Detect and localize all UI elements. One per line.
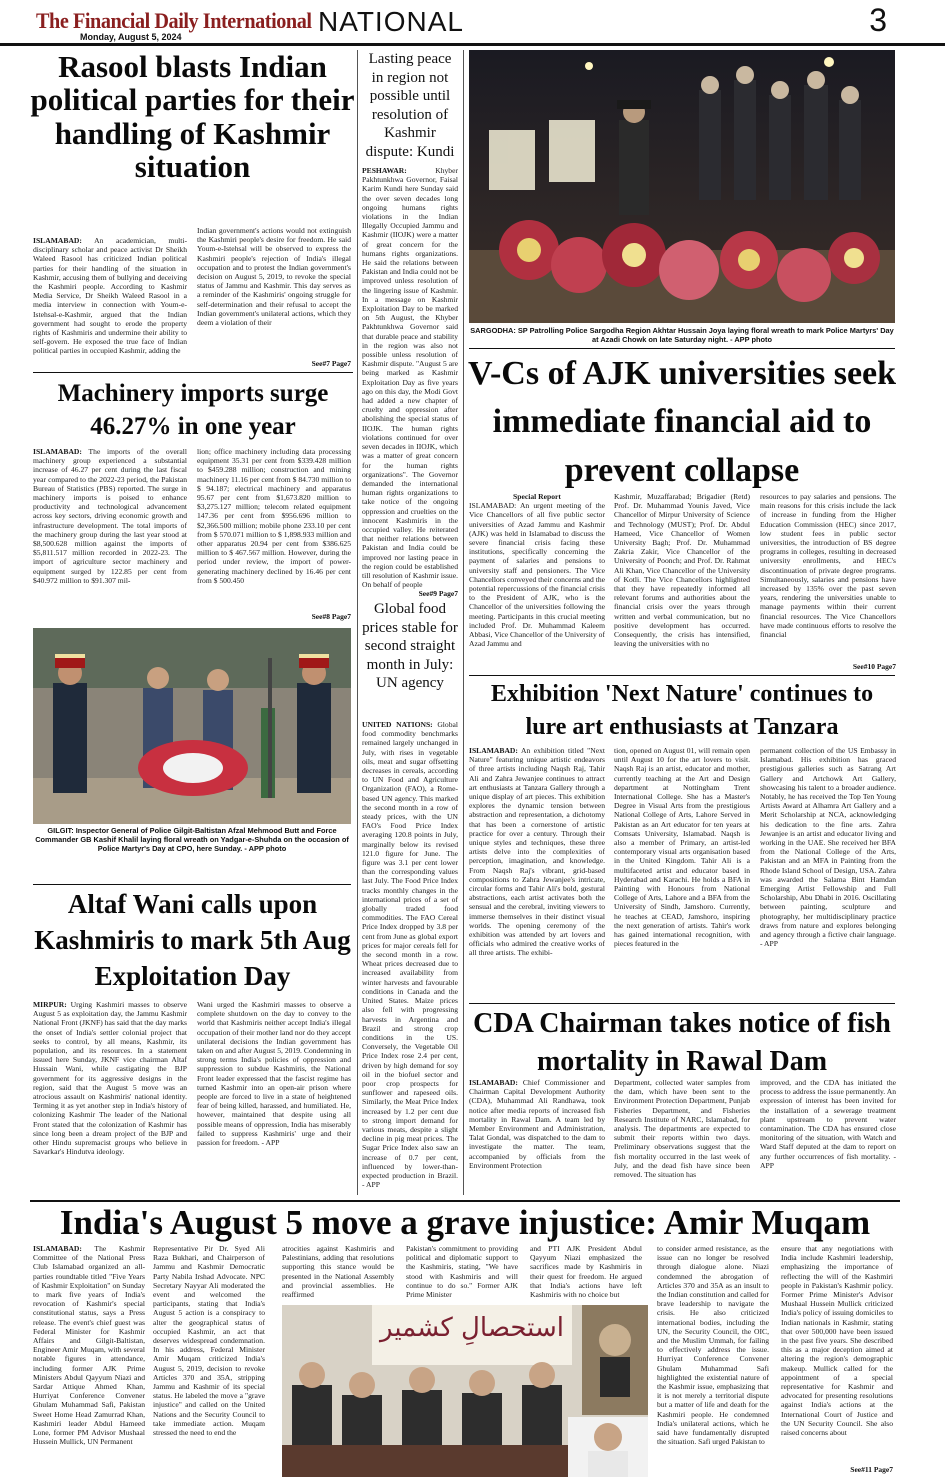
kundi-jump: See#9 Page7 [418,589,458,598]
section-title: NATIONAL [318,6,464,37]
gilgit-photo [33,628,351,824]
muqam-jump: See#11 Page7 [850,1465,893,1474]
muqam-col3: atrocities against Kashmiris and Palestinians, adding that resolutions supporting this stance would be presented in the National Assembly and provincial assemblies. He reaffirmed [282,1244,394,1300]
rasool-col2: Indian government's actions would not extinguish the Kashmiri people's desire for freedom. He said Youm-e-Istehsal will be observed to express the Kashmiri people's rejection of India's illegal occupation and to protest the Indian government's decision on August 5, 2019, to revoke the special status of Jammu and Kashmir. This day serves as a reminder of the Kashmiris' ongoing struggle for self-determination and their refusal to accept the Indian government's unilateral actions, which they deem a violation of their [197,226,351,328]
rule-sargodha [469,348,895,349]
food-body: UNITED NATIONS: Global food commodity benchmarks remained largely unchanged in July, with rises in vegetable oils, meat and sugar offsetting decreases in cereals, according to UN Food and Agriculture Organization (FAO), a Rome-based UN agency. This marked the second month in a row of steady prices, with the UN FAO's Food Price Index averaging 120.8 points in July, marginally below its revised 121.0 figure for June. The figure was 3.1 per cent lower than the corresponding values last July. The Food Price Index tracks monthly changes in the international prices of a set of globally traded food commodities. The FAO Cereal Price Index dropped by 3.8 per cent from June as global export prices for major cereals fell for the second month in a row. Wheat prices decreased due to increased availability from winter harvests and favourable conditions in Canada and the United States. Maize prices also fell with progressing harvests in Argentina and Brazil and strong crop conditions in the US. Conversely, the Vegetable Oil Price Index rose 2.4 per cent, driven by high demand for soy oil in the biofuel sector and poor crop prospects for sunflower and rapeseed oils. Similarly, the Meat Price Index increased by 1.2 per cent due to strong import demand for various meats, despite a slight decline in pig meat prices. The Sugar Price Index also saw an increase of 0.7 per cent, influenced by lower-than-expected production in Brazil. - APP [362,720,458,1190]
vcs-byline: Special Report [513,492,561,501]
gilgit-photo-illustration [33,628,351,824]
machinery-jump: See#8 Page7 [311,612,351,621]
rasool-headline: Rasool blasts Indian political parties for their handling of Kashmir situation [30,49,355,185]
wani-headline: Altaf Wani calls upon Kashmiris to mark 5th Aug Exploitation Day [34,889,351,992]
wani-col1: MIRPUR: Urging Kashmiri masses to observe August 5 as exploitation day, the Jammu Kashmir National Front (JKNF) has said that the day marks the onset of India's settler colonial project that seeks to control, by all means, Kashmir, its population, and its resources. In a statement issued here Sunday, JKNF vice chairman Altaf Hussain Wani, while castigating the BJP government for its aggressive designs in the region, said that the August 5 move was an atrocious assault on Kashmiris' national identity. Terming it as yet another step in India's history of colonizing Kashmir The leader of the National Front stated that the colonization of Kashmir has since long been a dream project of the BJP and other Hindu supremacist groups who believe in Savarkar's Hindutva ideology. [33,1000,187,1157]
cda-col3: improved, and the CDA has initiated the process to address the issue permanently. An expression of interest has been invited for the installation of a sewerage treatment plant upstream to prevent water contamination. The CDA has ensured close monitoring of the situation, with Watch and Ward Staff deputed at the dam to report on any further occurrences of fish mortality. - APP [760,1078,896,1170]
rule-exhibition [469,1003,895,1004]
muqam-col5: and PTI AJK President Abdul Qayyum Niazi emphasized the sacrifices made by Kashmiris in their quest for freedom. He argued that India's actions have left Kashmiris with no choice but [530,1244,642,1300]
machinery-headline: Machinery imports surge 46.27% in one year [57,380,329,440]
vcs-col1-text: ISLAMABAD: An urgent meeting of the Vice Chancellors of all five public sector universities of Azad Jammu and Kashmir (AJK) was held in Islamabad to discuss the severe financial crisis facing these institutions, specifically concerning the payment of salaries and pensions to university staff and pensioners. The Vice Chancellors conveyed their concerns and the potential repercussions of the financial crisis to the President of AJK, who is the Chancellor of the universities following the meeting. Participants in this crucial meeting included Prof. Dr. Muhammad Kaleem Abbasi, Vice Chancellor of the University of Azad Jammu and [469,501,605,649]
rasool-jump: See#7 Page7 [311,359,351,368]
muqam-photo [282,1305,648,1477]
sargodha-caption: SARGODHA: SP Patrolling Police Sargodha Region Akhtar Hussain Joya laying floral wreath to mark Police Martyrs' Day at Azadi Chowk on late Saturday night. - APP photo [470,326,894,344]
exhibition-col3: permanent collection of the US Embassy in Islamabad. His exhibition has graced prestigious galleries such as Satrang Art Gallery and Artchowk Art Gallery, showcasing his talent to a broader audience. Notably, he has received the Top Ten Young Artists Award at Alhamra Art Gallery and a Merit Scholarship at NCA, acknowledging his dedication to the fine arts. Zahra Jewanjee is an artist and educator living and working in the UAE. She received her BFA from the National College of the Arts, Pakistan and an MFA in Painting from the Rhode Island School of Design, USA. Zahra was awarded the Salama Bint Hamdan Emerging Artist Fellowship and Full Scholarship, Abu Dhabi in 2016. Oscillating between painting, sculpture and photography, her multidisciplinary practice draws from nature and explores belonging and agency through a fictive chair language. - APP [760,746,896,949]
rule-rasool [33,372,353,373]
rule-vert-left [357,50,358,1195]
muqam-photo-banner: استحصالِ کشمیر [379,1313,565,1343]
vcs-col1 [469,492,605,672]
paper-name: The Financial Daily International [36,8,312,33]
kundi-body: PESHAWAR: Khyber Pakhtunkhwa Governor, Faisal Karim Kundi here Sunday said the over seven decades long ongoing humans rights violations in the Indian Illegally Occupied Jammu and Kashmir (IIOJK) were a matter of great concern for the humans rights organizations. He said the relations between Pakistan and India could not be improved unless resolution of the lingering issue of Kashmir. In a message on Kashmir Exploitation Day to be marked on 5th August, the Khyber Pakhtunkhwa Governor said that durable peace and stability in the region was also not possible unless resolution of Kashmir dispute. "August 5 are being marked as Kashmir Exploitation Day as five years ago on this day, the Modi Govt had added a new chapter of cruelty and oppression after abolishing the special status of IIOJK. The human rights violations continued for over seven decades in IIOJK, which was a matter of great concern for the human rights organizations". The Governor demanded the international human rights organizations to take notice of the ongoing oppression and cruelties on the innocent Kashmiris in the occupied valley. He reiterated that neither relations between Pakistan and India could be improved nor lasting peace in the region could be established till resolution of Kashmir issue. On behalf of people [362,166,458,589]
exhibition-headline: Exhibition 'Next Nature' continues to lure art enthusiasts at Tanzara [490,681,874,741]
rule-gilgit [33,884,351,885]
vcs-headline: V-Cs of AJK universities seek immediate financial aid to prevent collapse [467,355,897,489]
page-number: 3 [869,2,887,38]
exhibition-col1: ISLAMABAD: An exhibition titled "Next Nature" featuring unique artistic endeavors of three artists including Naqsh Raj, Tahir Ali and Zahra Jewanjee continues to attract art enthusiasts at Tanzara Gallery through a unique display of art pieces. This exhibition explores the dynamic tension between abstraction and representation, a dichotomy that has been a cornerstone of artistic practice for over a century. Through their unique styles and techniques, these three artists delve into the complexities of perception, imagination, and knowledge. From Naqsh Raj's vibrant, grid-based compositions to Zahra Jewanjee's intricate, circular forms and Tahir Ali's bold, gestural abstractions, each artist activates both the sensual and the cerebral, inviting viewers to immerse themselves in their distinct visual worlds. The opening ceremony of the exhibition was attended by art lovers and officials who admired the creative works of all three artists. The exhibi- [469,746,605,958]
sargodha-photo-illustration [469,50,895,323]
vcs-col3: resources to pay salaries and pensions. The main reasons for this crisis include the lack of increase in funding from the Higher Education Commission (HEC) since 2017, low student fees in public sector universities, the introduction of BS degree programs in colleges, resulting in decreased university enrollments, and HEC's discontinuation of private degree programs. Simultaneously, salaries and pensions have increased by 135% over the past seven years, rendering the universities unable to manage payments within their current financial resources. The Vice Chancellors have made continuous efforts to resolve the financial [760,492,896,640]
rule-vert-right [463,50,464,1195]
vcs-col2: Kashmir, Muzaffarabad; Brigadier (Retd) Prof. Dr. Muhammad Younis Javed, Vice Chancellor of Mirpur University of Science and Technology (MUST); Prof. Dr. Abdul Hameed, Vice Chancellor of Women University Bagh; Prof. Dr. Muhammad Zakria Zakir, Vice Chancellor of the University of Poonch; and Prof. Dr. Rahmat Ali Khan, Vice Chancellor of the University of Kotli. The Vice Chancellors highlighted that they have repeatedly informed all relevant forums and authorities about the financial crisis over the years through written and verbal communication, but no positive development has occurred. Consequently, the crisis has intensified, leaving the universities with no [614,492,750,649]
gilgit-caption: GILGIT: Inspector General of Police Gilgit-Baltistan Afzal Mehmood Butt and Force Commander GB Kashif Khalil laying floral wreath on Yadgar-e-Shuhda on the occasion of Police Martyr's Day at CPO, here Sunday. - APP photo [35,826,349,853]
wani-col2: Wani urged the Kashmiri masses to observe a complete shutdown on the day to convey to the world that Kashmiris neither accept India's illegal occupation of their mother land nor do they accept unilateral decisions the Indian government has taken on and after August 5, 2019. Condemning in strong terms India's policies of oppression and suppression to subdue Kashmiris, the National Front leader expressed that the fascist regime has turned Kashmir into an open-air prison where people are forced to live in a state of heightened fear of being killed, harassed, and humiliated. He, however, maintained that despite using all possible means of oppression, India has miserably failed to suppress Kashmiris' urge and their passion for freedom. - APP [197,1000,351,1148]
muqam-col6: to consider armed resistance, as the issue can no longer be resolved through dialogue alone. Niazi condemned the abrogation of Articles 370 and 35A as an insult to the Indian constitution and called for brave leadership to navigate the crisis. He also criticized international bodies, including the UN, the Security Council, the OIC, and the Muslim Ummah, for failing to effectively address the issue. Hurriyat Conference Convener Ghulam Muhammad Safi highlighted the existential nature of the Kashmir issue, emphasizing that it is not merely a territorial dispute but a matter of life and death for the Kashmiri people. He condemned India's unilateral actions, which he said have fundamentally disrupted the situation. Safi urged Pakistan to [657,1244,769,1447]
muqam-col2: Representative Pir Dr. Syed Ali Raza Bukhari, and Chairperson of Jammu and Kashmir Democratic Party Nabila Irshad Advocate. NPC Secretary Nayyar Ali moderated the event and welcomed the participants, stating that India's August 5 action is a conspiracy to alter the geographical status of occupied Kashmir, an act that deserves widespread condemnation. In his address, Federal Minister Amir Muqam criticized India's August 5, 2019, decision to revoke Articles 370 and 35A, stripping Jammu and Kashmir of its special status. He labeled the move a "grave injustice" and called on the United Nations and the Security Council to take immediate action. Muqam stressed the need to end the [153,1244,265,1438]
muqam-col7: ensure that any negotiations with India include Kashmiri leadership, emphasizing the importance of reflecting the will of the Kashmiri people in Pakistan's Kashmir policy. Former Prime Minister's Advisor Mushaal Hussein Mullick criticized India's policy of issuing domiciles to Indian nationals in Kashmir, stating that over 500,000 have been issued in the past five years. She described this as a major deception aimed at altering the region's demographic makeup. Mullick called for the appointment of a special representative for Kashmir and advocated for presenting resolutions against India's actions at the International Court of Justice and the UN Security Council. She also raised concerns about [781,1244,893,1438]
food-headline: Global food prices stable for second straight month in July: UN agency [362,601,458,691]
rasool-col1: ISLAMABAD: An academician, multi-disciplinary scholar and peace activist Dr Sheikh Waleed Rasool has criticized Indian political parties for their handling of the situation in Kashmir, accusing them of bullying and deceiving the Kashmiri people. According to Kashmir Media Service, Dr Sheikh Waleed Rasool in a media interview in connection with Youm-e-Istehsal-e-Kashmir, argued that the Indian government had sought to erode the property rights of Kashmiris and undermine their ability to self-govern. He exposed the true face of Indian political parties in occupied Kashmir, adding the [33,236,187,356]
sargodha-photo [469,50,895,323]
machinery-col1: ISLAMABAD: The imports of the overall machinery group experienced a substantial increase of 46.27 per cent during the last fiscal year compared to the 2022-23 period, the Pakistan Bureau of Statistics (PBS) reported. The surge in machinery imports is poised to enhance productivity and technological advancement across key sectors, driving economic growth and infrastructure development. The total imports of the machinery group during the last year stood at $8,500.628 million against the imports of $5,811.517 million recorded in 2022-23. The import of agriculture sector machinery and equipment surged by 122.85 per cent from $40.972 million to $91.307 mil- [33,447,187,585]
rule-vcs [469,675,895,676]
muqam-col1: ISLAMABAD: The Kashmir Committee of the National Press Club Islamabad organized an all-parties roundtable titled "Five Years of Kashmir Exploitation" on Sunday to mark five years of India's revocation of Kashmir's special constitutional status, says a Press release. The event's chief guest was Federal Minister for Kashmir Affairs and Gilgit-Baltistan, Engineer Amir Muqam, with several notable figures in attendance, including former AJK Prime Ministers Abdul Qayyum Niazi and Sardar Attique Ahmed Khan, Hurriyat Conference Convener Ghulam Muhammad Safi, Pakistan Sweet Home Head Zamurrad Khan, Kashmiri leader Abdul Hameed Lone, former PM Advisor Mushaal Hussein Mullick, UN Permanent [33,1244,145,1447]
muqam-headline: India's August 5 move a grave injustice: Amir Muqam [59,1203,871,1242]
kundi-headline: Lasting peace in region not possible until resolution of Kashmir dispute: Kundi [365,51,455,160]
rule-bottom-top [30,1200,900,1202]
machinery-col2: lion; office machinery including data processing equipment 35.31 per cent from $339.428 million to $459.288 million; construction and mining machinery 11.16 per cent from $ 84.730 million to $ 94.187; electrical machinery and apparatus 95.67 per cent from $1,673.820 million to $3,275.127 million; telecom related equipment 147.36 per cent from $956.696 million to $2,366.500 million; mobile phone 233.10 per cent from $ 570.071 million to $ 1,898.933 million and other apparatus 20.94 per cent from $386.625 million to $ 467.567 million. However, during the period under review, the import of power-generating machinery declined by 16.46 per cent from $ 500.450 [197,447,351,585]
masthead [0,0,945,46]
muqam-col4: Pakistan's commitment to providing political and diplomatic support to the Kashmiris, stating, "We have stood with Kashmiris and will continue to do so." Former AJK Prime Minister [406,1244,518,1300]
cda-col1: ISLAMABAD: Chief Commissioner and Chairman Capital Development Authority (CDA), Muhammad Ali Randhawa, took notice after media reports of increased fish mortality in Rawal Dam. A team led by Member Environment and Administration, Talat Gondal, was dispatched to the dam to investigate the matter. The team, accompanied by officials from the Environment Protection [469,1078,605,1170]
exhibition-col2: tion, opened on August 01, will remain open until August 10 for the art lovers to visit. Naqsh Raj is an artist, educator and mother, currently teaching at the Art and Design department at Nottingham Trent International College. She has a Master's Degree in Visual Arts from the prestigious National College of Arts, Lahore Served in Pakistan as an Art educator for ten years at Comsats University, Islamabad. Naqsh is also a member of Primary, an artist-led contemporary visual arts organisation based in the United Kingdom. Tahir Ali is a multifaceted artist and educator based in Hyderabad and Karachi. He holds a BFA in Painting with Honours from National College of Arts, Lahore and a BFA from the University of Sindh, Jamshoro. Currently, he teaches at CEAD, Jamshoro, inspiring the next generation of artists. Tahir's work has gained international recognition, with pieces featured in the [614,746,750,949]
cda-col2: Department, collected water samples from the dam, which have been sent to the Environment Protection Department, Punjab Fisheries Department, and Fisheries Research Institute of NARC, Islamabad, for analysis. The departments are expected to submit their reports within two days. Preliminary observations suggest that the fish mortality occurred in the last week of July, and the dead fish have since been removed. The situation has [614,1078,750,1180]
issue-date: Monday, August 5, 2024 [80,32,182,42]
cda-headline: CDA Chairman takes notice of fish mortality in Rawal Dam [473,1008,891,1077]
vcs-jump: See#10 Page7 [852,662,896,671]
